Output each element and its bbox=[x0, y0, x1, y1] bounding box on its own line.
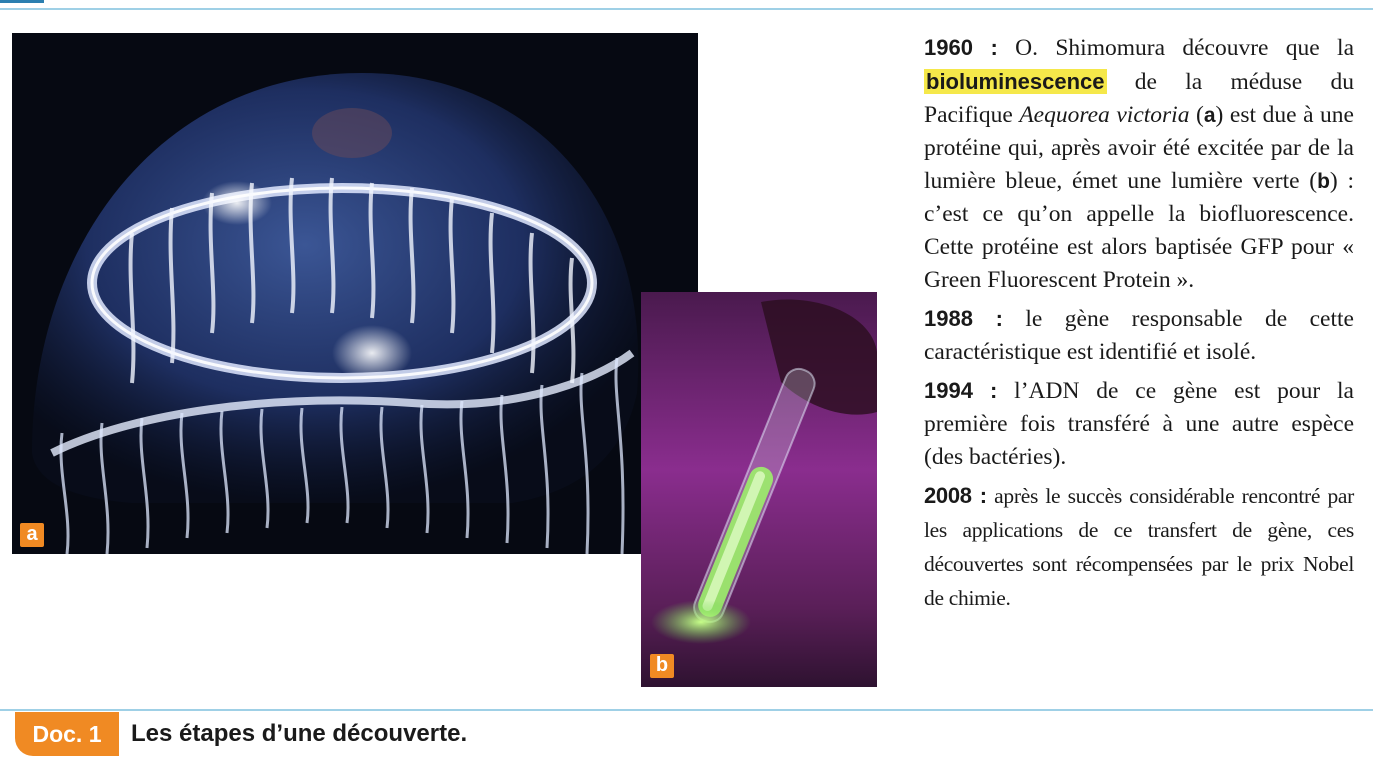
species-name: Aequorea victoria bbox=[1019, 102, 1190, 128]
top-accent-bar bbox=[0, 0, 44, 3]
highlighted-term: bioluminescence bbox=[926, 69, 1105, 94]
photo-b-label: b bbox=[650, 654, 674, 678]
timeline-entry-1994: 1994 : l’ADN de ce gène est pour la première fois transféré à une autre espèce (des bactéries). bbox=[924, 378, 1354, 470]
year-1994: 1994 : bbox=[924, 378, 998, 403]
timeline-entry-1988: 1988 : le gène responsable de cette caractéristique est identifié et isolé. bbox=[924, 306, 1354, 365]
year-1960: 1960 : bbox=[924, 35, 998, 60]
year-1988: 1988 : bbox=[924, 306, 1003, 331]
top-divider bbox=[0, 8, 1373, 10]
figure-ref-a: a bbox=[1203, 104, 1216, 127]
timeline-entry-1960: 1960 : O. Shimomura découvre que la bioluminescence de la méduse du Pacifique Aequorea victoria (a) est due à une protéine qui, après avoir été excitée par de la lumière bleue, émet une lumière verte (b) : c’est ce qu’on appelle la biofluorescence. Cette protéine est alors baptisée GFP pour « Green Fluorescent Protein ». bbox=[924, 35, 1355, 293]
timeline-entry-2008: 2008 : après le succès considérable rencontré par les applications de ce transfert de gène, ces découvertes sont récompensées par le prix Nobel de chimie. bbox=[924, 483, 1354, 610]
figure-ref-b: b bbox=[1317, 170, 1330, 193]
year-2008: 2008 : bbox=[924, 483, 987, 508]
photo-a-label: a bbox=[20, 523, 44, 547]
doc-badge: Doc. 1 bbox=[15, 712, 119, 756]
document-caption: Les étapes d’une découverte. bbox=[131, 720, 468, 747]
test-tube-photo bbox=[641, 292, 877, 687]
timeline-text bbox=[924, 31, 1354, 620]
jellyfish-photo bbox=[12, 33, 698, 554]
bottom-divider bbox=[0, 709, 1373, 711]
